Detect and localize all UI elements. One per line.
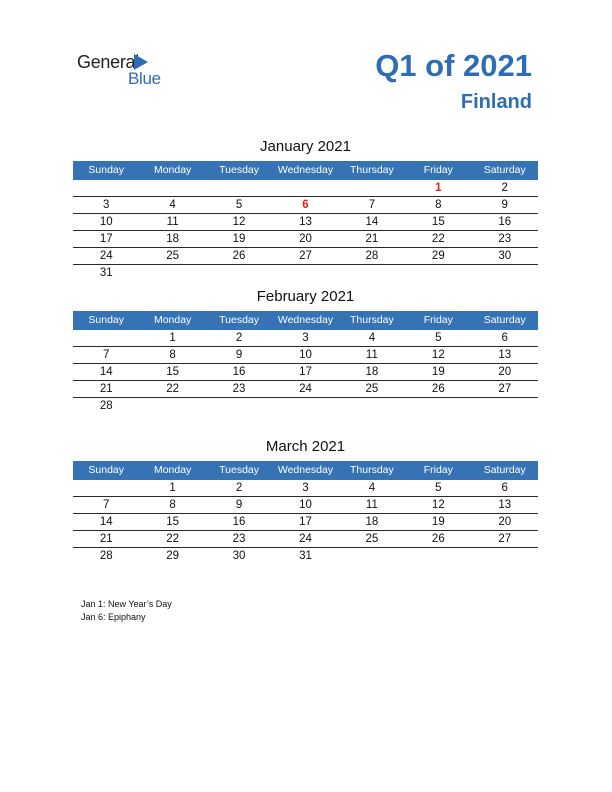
week-row (73, 214, 538, 231)
day-cell (339, 265, 405, 281)
day-cell (472, 265, 538, 281)
day-cell (73, 480, 139, 496)
day-cell: 8 (169, 349, 176, 361)
day-cell: 10 (299, 349, 312, 361)
day-cell (73, 180, 139, 196)
day-cell: 12 (232, 216, 246, 228)
day-cell: 4 (368, 482, 376, 494)
weekday-header (73, 461, 538, 480)
day-cell: 10 (299, 499, 312, 511)
day-cell: 27 (299, 250, 312, 262)
day-cell: 15 (431, 216, 445, 228)
day-cell: 3 (103, 199, 110, 211)
weekday-label: Thursday (350, 464, 394, 476)
day-cell: 16 (232, 516, 246, 528)
day-cell: 12 (431, 349, 445, 361)
day-cell: 16 (498, 216, 512, 228)
day-cell: 16 (232, 366, 246, 378)
day-cell: 25 (365, 383, 379, 395)
day-cell: 3 (302, 482, 309, 494)
month-february (73, 288, 538, 414)
day-cell: 20 (498, 366, 512, 378)
weekday-label: Tuesday (219, 164, 259, 176)
day-cell: 15 (166, 516, 180, 528)
day-cell: 14 (99, 366, 113, 378)
weekday-label: Friday (423, 314, 453, 326)
day-cell: 24 (299, 533, 312, 545)
weekday-label: Wednesday (277, 464, 334, 476)
day-cell: 29 (166, 550, 180, 562)
day-cell: 27 (498, 533, 512, 545)
week-row (73, 514, 538, 531)
day-cell: 6 (501, 482, 508, 494)
weekday-label: Monday (153, 164, 192, 176)
day-cell (206, 180, 272, 196)
weekday-label: Thursday (350, 314, 394, 326)
day-cell: 26 (232, 250, 246, 262)
week-row (73, 248, 538, 265)
weekday-label: Tuesday (219, 314, 259, 326)
day-cell (339, 180, 405, 196)
day-cell: 26 (431, 383, 445, 395)
week-row (73, 330, 538, 347)
day-cell (339, 548, 405, 564)
day-cell: 13 (299, 216, 312, 228)
day-cell: 11 (365, 349, 378, 361)
holiday-note: Jan 1: New Year’s Day (81, 599, 172, 609)
day-cell (339, 398, 405, 414)
day-cell: 17 (299, 366, 312, 378)
weekday-label: Sunday (88, 464, 125, 476)
weekday-label: Wednesday (277, 314, 334, 326)
day-cell: 9 (501, 199, 508, 211)
day-cell: 9 (235, 499, 243, 511)
weekday-label: Saturday (483, 464, 526, 476)
day-cell: 25 (166, 250, 180, 262)
day-cell (206, 265, 272, 281)
day-cell: 17 (299, 516, 312, 528)
day-cell (472, 398, 538, 414)
day-cell: 1 (435, 182, 442, 194)
day-cell: 28 (99, 400, 113, 412)
month-march (73, 438, 538, 564)
month-title: January 2021 (260, 138, 351, 155)
day-cell: 22 (166, 533, 180, 545)
month-title: February 2021 (256, 288, 355, 305)
day-cell: 8 (169, 499, 176, 511)
day-cell (405, 265, 471, 281)
day-cell (472, 548, 538, 564)
day-cell: 18 (365, 516, 379, 528)
day-cell (139, 398, 205, 414)
day-cell: 28 (365, 250, 379, 262)
day-cell: 28 (99, 550, 113, 562)
week-row (73, 197, 538, 214)
day-cell: 4 (368, 332, 376, 344)
day-cell: 13 (498, 349, 512, 361)
day-cell: 24 (99, 250, 113, 262)
day-cell: 14 (365, 216, 379, 228)
day-cell: 7 (103, 499, 110, 511)
weekday-label: Saturday (483, 164, 526, 176)
day-cell: 6 (302, 199, 309, 211)
day-cell: 18 (365, 366, 379, 378)
day-cell: 17 (99, 233, 113, 245)
day-cell: 14 (99, 516, 113, 528)
week-row (73, 548, 538, 564)
logo-general-text: General (77, 52, 139, 72)
day-cell: 31 (99, 267, 113, 279)
day-cell: 12 (431, 499, 445, 511)
weekday-label: Friday (423, 164, 453, 176)
day-cell: 21 (99, 533, 113, 545)
weekday-label: Wednesday (277, 164, 334, 176)
day-cell (272, 265, 338, 281)
day-cell: 31 (299, 550, 312, 562)
day-cell: 25 (365, 533, 379, 545)
day-cell: 19 (431, 366, 445, 378)
day-cell: 1 (169, 482, 176, 494)
day-cell: 18 (166, 233, 180, 245)
day-cell: 20 (498, 516, 512, 528)
day-cell (405, 548, 471, 564)
day-cell: 11 (166, 216, 179, 228)
week-row (73, 497, 538, 514)
day-cell: 5 (235, 199, 243, 211)
day-cell: 2 (501, 182, 508, 194)
holiday-note: Jan 6: Epiphany (81, 612, 146, 622)
day-cell: 4 (169, 199, 176, 211)
week-row (73, 398, 538, 414)
day-cell: 19 (431, 516, 445, 528)
day-cell (405, 398, 471, 414)
logo-blue-text: Blue (128, 69, 161, 88)
day-cell: 2 (235, 482, 243, 494)
week-row (73, 381, 538, 398)
week-row (73, 265, 538, 281)
day-cell: 21 (365, 233, 379, 245)
general-blue-logo (77, 52, 187, 92)
day-cell: 29 (431, 250, 445, 262)
month-january (73, 138, 538, 281)
day-cell: 3 (302, 332, 309, 344)
weekday-header (73, 311, 538, 330)
country-name: Finland (460, 91, 532, 113)
day-cell: 26 (431, 533, 445, 545)
weekday-label: Tuesday (219, 464, 259, 476)
day-cell: 20 (299, 233, 312, 245)
day-cell: 7 (368, 199, 376, 211)
day-cell: 30 (498, 250, 512, 262)
weekday-label: Friday (423, 464, 453, 476)
day-cell: 10 (99, 216, 113, 228)
week-row (73, 364, 538, 381)
quarter-title: Q1 of 2021 (375, 48, 532, 83)
weekday-header (73, 161, 538, 180)
day-cell: 27 (498, 383, 512, 395)
weekday-label: Sunday (88, 314, 125, 326)
day-cell: 11 (365, 499, 378, 511)
weekday-label: Thursday (350, 164, 394, 176)
logo-triangle-icon (134, 54, 148, 70)
holiday-notes (81, 598, 172, 624)
day-cell: 22 (431, 233, 445, 245)
day-cell (272, 398, 338, 414)
week-row (73, 180, 538, 197)
day-cell (272, 180, 338, 196)
day-cell: 6 (501, 332, 508, 344)
day-cell: 5 (435, 482, 442, 494)
day-cell: 8 (435, 199, 442, 211)
day-cell: 21 (99, 383, 113, 395)
weekday-label: Sunday (88, 164, 125, 176)
day-cell: 13 (498, 499, 512, 511)
day-cell: 19 (232, 233, 246, 245)
day-cell: 15 (166, 366, 180, 378)
week-row (73, 531, 538, 548)
day-cell (139, 265, 205, 281)
day-cell: 23 (232, 533, 246, 545)
day-cell: 23 (232, 383, 246, 395)
day-cell (206, 398, 272, 414)
day-cell (139, 180, 205, 196)
day-cell: 5 (435, 332, 442, 344)
weekday-label: Saturday (483, 314, 526, 326)
weekday-label: Monday (153, 314, 192, 326)
month-title: March 2021 (265, 438, 346, 455)
day-cell: 2 (235, 332, 243, 344)
day-cell: 23 (498, 233, 512, 245)
week-row (73, 480, 538, 497)
day-cell: 1 (169, 332, 176, 344)
day-cell: 7 (103, 349, 110, 361)
week-row (73, 347, 538, 364)
day-cell: 30 (232, 550, 246, 562)
day-cell: 9 (235, 349, 243, 361)
day-cell: 22 (166, 383, 180, 395)
week-row (73, 231, 538, 248)
day-cell: 24 (299, 383, 312, 395)
weekday-label: Monday (153, 464, 192, 476)
day-cell (73, 330, 139, 346)
